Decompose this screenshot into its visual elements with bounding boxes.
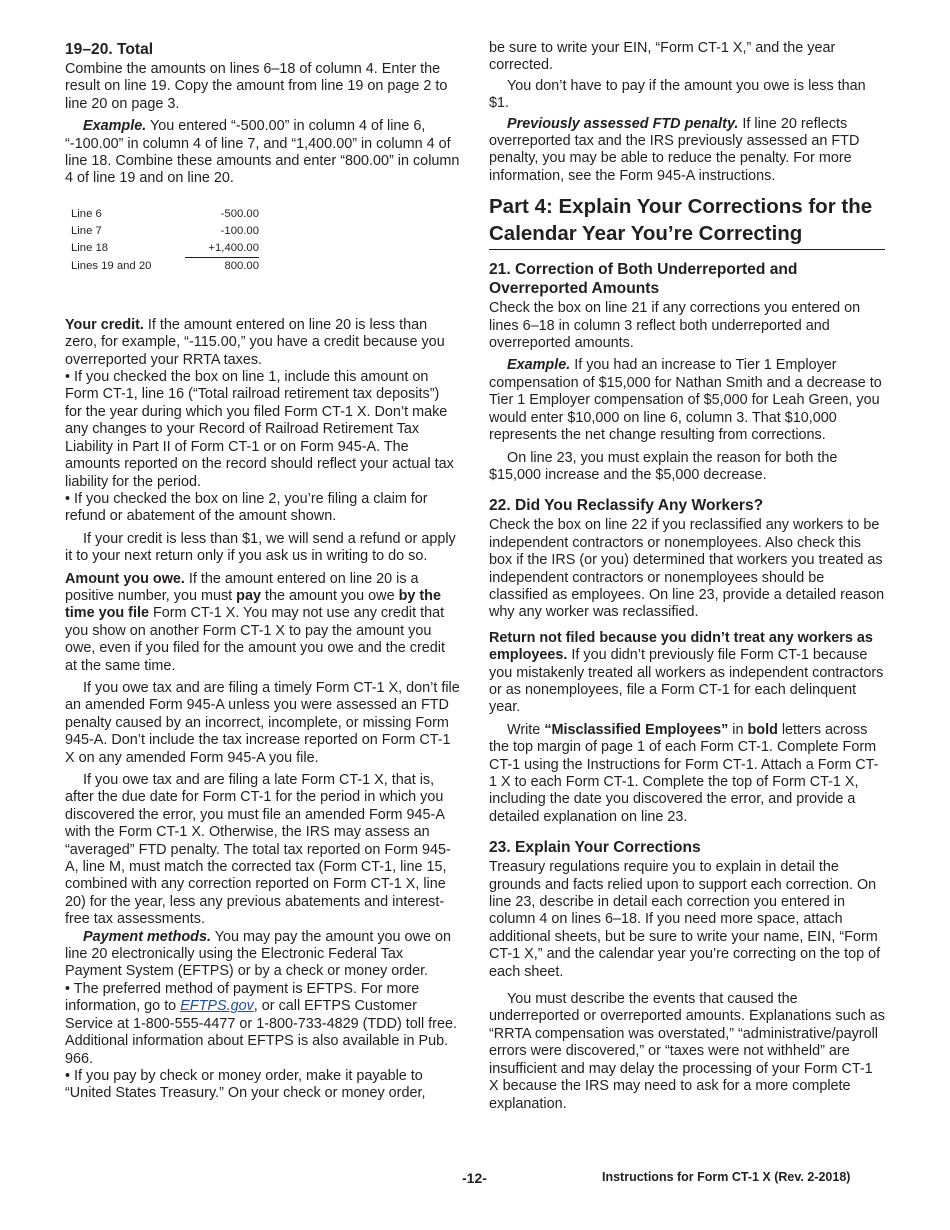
paragraph: Combine the amounts on lines 6–18 of column 4. Enter the result on line 19. Copy the amount from line 19 on page 2 to line 20 on page 3. (65, 61, 448, 112)
table-cell-value: -100.00 (220, 224, 259, 237)
text-run: Write (507, 721, 545, 738)
eftps-link[interactable]: EFTPS.gov (180, 998, 254, 1015)
table-cell-label: Line 6 (71, 207, 102, 220)
bullet-item: • If you checked the box on line 1, include this amount on Form CT-1, line 16 (“Total railroad retirement tax deposits”) for the year during which you filed Form CT-1 X. Don’t make any changes to your Record of Railroad Retirement Tax Liability in Part II of Form CT-1 or on Form 945-A. The amounts reported on the record should reflect your actual tax liability for the period. (65, 369, 454, 490)
table-cell-value: -500.00 (220, 207, 259, 220)
credit-paragraph (65, 317, 460, 369)
run-in-label: Example. (507, 357, 571, 374)
footer-doc-title: Instructions for Form CT-1 X (Rev. 2-2018) (602, 1170, 851, 1184)
run-in-label: Your credit. (65, 316, 144, 333)
example-paragraph (489, 357, 885, 444)
run-in-label: Return not filed because you didn’t treat any workers as employees. (489, 629, 873, 664)
text-run: If the amount entered on line 20 is a positive number, you must (65, 570, 419, 604)
text-run: , or call EFTPS Customer Service at 1-800-555-4477 or 1-800-733-4829 (TDD) toll free. Additional information about EFTPS is also available in Pub. 966. (65, 998, 457, 1067)
text-run: Form CT-1 X. You may not use any credit that you show on another Form CT-1 X to pay the amount you owe, even if you filed for the amount you owe and the credit at the same time. (65, 605, 445, 674)
text-run: in (728, 721, 748, 738)
paragraph: Check the box on line 22 if you reclassified any workers to be independent contractors or nonemployees. Also check this box if the IRS (or you) determined that workers you treated as independent contractors or nonemployees should be classified as employees. On line 23, provide a detailed reason why any worker was reclassified. (489, 517, 885, 621)
bullet-item: • If you pay by check or money order, make it payable to “United States Treasury.” On your check or money order, (65, 1067, 426, 1102)
table-row (65, 257, 259, 275)
paragraph: be sure to write your EIN, “Form CT-1 X,” and the year corrected. (489, 40, 836, 74)
paragraph: Check the box on line 21 if any corrections you entered on lines 6–18 in column 3 reflect both underreported and overreported amounts. (489, 300, 861, 352)
emphasis: “Misclassified Employees” (544, 721, 729, 738)
text-run: If line 20 reflects overreported tax and the IRS previously assessed an FTD penalty, you may be able to reduce the penalty. For more information, see the Form 945-A instructions. (489, 115, 860, 184)
section-heading-22: 22. Did You Reclassify Any Workers? (489, 497, 764, 515)
paragraph: If you owe tax and are filing a late Form CT-1 X, that is, after the due date for Form CT-1 for the period in which you discovered the error, you must file an amended Form 945-A with the Form CT-1 X. Otherwise, the IRS may assess an “averaged” FTD penalty. The total tax reported on Form 945-A, line M, must match the corrected tax (Form CT-1, line 15, combined with any correction reported on Form CT-1 X, line 20) for the year, less any previous abatements and interest-free tax assessments. (65, 772, 451, 928)
return-not-filed-paragraph (489, 630, 885, 717)
right-column (489, 40, 885, 1118)
part-4-heading: Part 4: Explain Your Corrections for the Calendar Year You’re Correcting (489, 193, 885, 250)
text-run: If you had an increase to Tier 1 Employer compensation of $15,000 for Nathan Smith and a decrease to Tier 1 Employer compensation of $5,000 for Leah Green, you would enter $10,000 on line 6, column 3. That $10,000 represents the net change resulting from corrections. (489, 357, 882, 444)
paragraph: Treasury regulations require you to explain in detail the grounds and facts relied upon to support each correction. On line 23, describe in detail each correction you entered in column 4 on lines 6–18. If you need more space, attach additional sheets, but be sure to write your name, EIN, “Form CT-1 X,” and the calendar year you’re correcting on the top of each sheet. (489, 859, 881, 980)
table-row (65, 223, 259, 240)
payment-paragraph (65, 929, 460, 981)
text-run: You entered “-500.00” in column 4 of line 6, “-100.00” in column 4 of line 7, and “1,400.00” in column 4 of line 18. Combine these amounts and enter “800.00” in column 4 of line 19 and on line 20. (65, 118, 460, 187)
bullet-item (65, 981, 460, 1068)
run-in-label: Previously assessed FTD penalty. (507, 115, 739, 132)
text-run: If you didn’t previously file Form CT-1 because you mistakenly treated all workers as independent contractors or as nonemployees, file a Form CT-1 for each delinquent year. (489, 647, 884, 716)
section-heading-total: 19–20. Total (65, 41, 154, 58)
table-cell-label: Line 18 (71, 242, 109, 255)
emphasis: bold (747, 721, 778, 738)
table-cell-value: +1,400.00 (185, 240, 259, 258)
owe-paragraph (65, 571, 460, 675)
emphasis: pay (236, 587, 261, 604)
paragraph: On line 23, you must explain the reason for both the $15,000 increase and the $5,000 decrease. (489, 449, 838, 483)
text-run: • The preferred method of payment is EFTPS. For more information, go to (65, 980, 420, 1015)
paragraph: If you owe tax and are filing a timely Form CT-1 X, don’t file an amended Form 945-A unless you were assessed an FTD penalty caused by an incorrect, incomplete, or missing Form 945-A. Don’t include the tax increase reported on Form CT-1 X on any amended Form 945-A you file. (65, 679, 460, 766)
text-run: the amount you owe (260, 587, 399, 604)
table-cell-value: 800.00 (224, 259, 259, 272)
ftd-paragraph (489, 116, 885, 186)
example-paragraph (65, 118, 460, 188)
run-in-label: Example. (83, 118, 147, 135)
paragraph: You don’t have to pay if the amount you owe is less than $1. (489, 77, 866, 112)
text-run: You may pay the amount you owe on line 20 electronically using the Electronic Federal Tax Payment System (EFTPS) or by a check or money order. (65, 928, 451, 980)
section-heading-23: 23. Explain Your Corrections (489, 839, 701, 857)
misclassified-paragraph (489, 722, 885, 826)
table-row (65, 206, 259, 223)
emphasis: by the time you file (65, 587, 441, 622)
paragraph: If your credit is less than $1, we will send a refund or apply it to your next return only if you ask us in writing to do so. (65, 530, 456, 565)
text-run: letters across the top margin of page 1 of each Form CT-1. Complete Form CT-1 using the Instructions for Form CT-1. Attach a Form CT-1 X to each Form CT-1. Complete the top of Form CT-1 X, including the date you discovered the error, and provide a detailed explanation on line 23. (489, 721, 879, 825)
bullet-item: • If you checked the box on line 2, you’re filing a claim for refund or abatement of the amount shown. (65, 490, 428, 525)
text-run: If the amount entered on line 20 is less than zero, for example, “-115.00,” you have a credit because you overreported your RRTA taxes. (65, 316, 445, 368)
paragraph: You must describe the events that caused the underreported or overreported amounts. Explanations such as “RRTA compensation was overstated,” “administrative/payroll errors were discovered,” or “taxes were not withheld” are insufficient and may delay the processing of your Form CT-1 X because the IRS may need to ask for a more complete explanation. (489, 991, 885, 1112)
left-column (65, 40, 460, 1103)
table-cell-label: Line 7 (71, 224, 102, 237)
table-cell-label: Lines 19 and 20 (71, 259, 152, 272)
run-in-label: Payment methods. (83, 928, 211, 945)
section-heading-21: 21. Correction of Both Underreported and Overreported Amounts (489, 261, 798, 298)
example-calculation-table (65, 206, 259, 275)
run-in-label: Amount you owe. (65, 570, 185, 587)
table-row (65, 240, 259, 258)
page-number: -12- (462, 1170, 487, 1186)
